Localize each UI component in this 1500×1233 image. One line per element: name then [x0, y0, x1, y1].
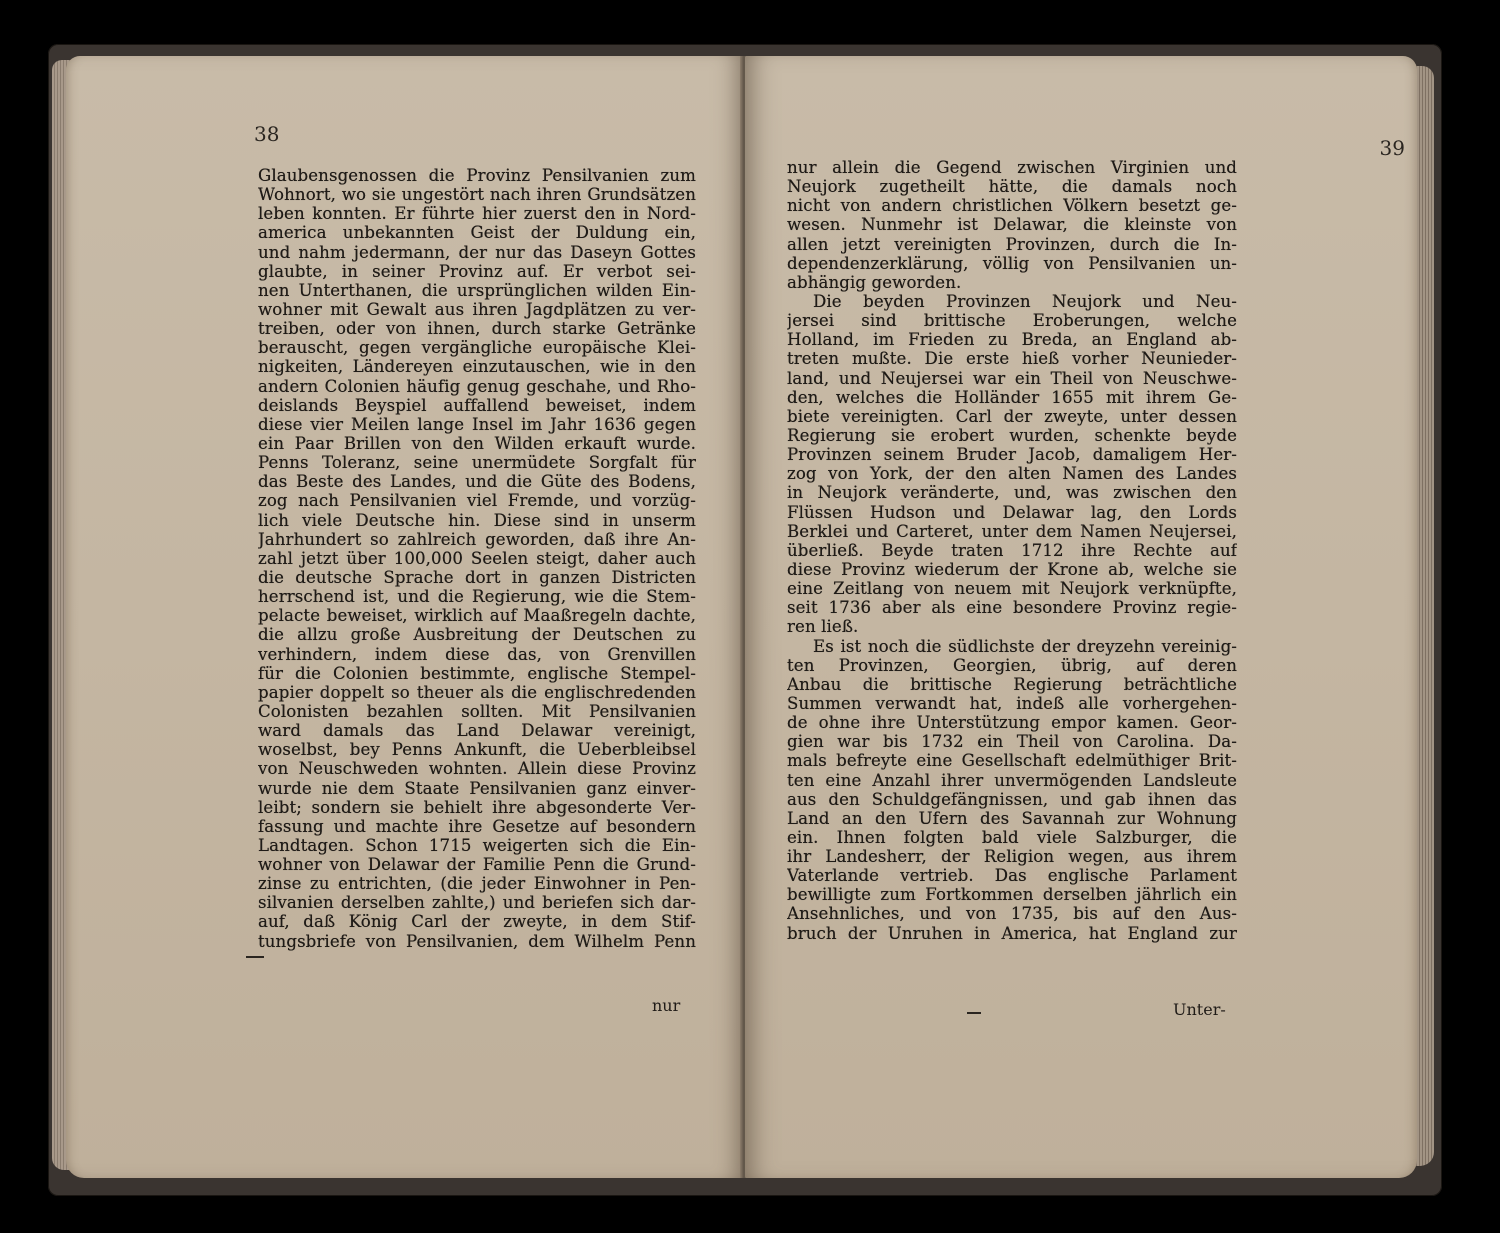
text-line: Penns Toleranz, seine unermüdete Sorgfalt für: [258, 453, 696, 473]
text-line: seit 1736 aber als eine besondere Provinz regie-: [787, 598, 1237, 618]
page-number-left: 38: [254, 122, 280, 146]
text-line: bruch der Unruhen in America, hat England zur: [787, 923, 1237, 943]
text-line: nicht von andern christlichen Völkern besetzt ge-: [787, 196, 1237, 216]
text-line: Land an den Ufern des Savannah zur Wohnung: [787, 808, 1237, 828]
text-line: zinse zu entrichten, (die jeder Einwohner in Pen-: [258, 874, 696, 894]
text-line: diese vier Meilen lange Insel im Jahr 1636 gegen: [258, 414, 696, 434]
text-line: für die Colonien bestimmte, englische Stempel-: [258, 663, 696, 683]
text-line: fassung und machte ihre Gesetze auf besondern: [258, 816, 696, 836]
text-line: ren ließ.: [787, 617, 859, 637]
catchword-right: Unter-: [1173, 1000, 1226, 1019]
text-line: treten mußte. Die erste hieß vorher Neunieder-: [787, 349, 1237, 369]
text-line: woselbst, bey Penns Ankunft, die Ueberbleibsel: [258, 740, 696, 760]
text-line: in Neujork veränderte, und, was zwischen den: [787, 483, 1237, 503]
text-line: ward damals das Land Delawar vereinigt,: [258, 721, 696, 741]
text-line: mals befreyte eine Gesellschaft edelmüthiger Brit-: [787, 751, 1237, 771]
text-line: papier doppelt so theuer als die englischredenden: [258, 682, 696, 702]
text-line: zahl jetzt über 100,000 Seelen steigt, daher auch: [258, 548, 696, 568]
text-line: land, und Neujersei war ein Theil von Neuschwe-: [787, 368, 1237, 388]
text-line: auf, daß König Carl der zweyte, in dem Stif-: [258, 912, 696, 932]
text-line: Glaubensgenossen die Provinz Pensilvanien zum: [258, 166, 696, 185]
text-line: Jahrhundert so zahlreich geworden, daß ihre An-: [258, 529, 696, 549]
text-line: leibt; sondern sie behielt ihre abgesonderte Ver-: [258, 797, 696, 817]
text-line: Vaterlande vertrieb. Das englische Parlament: [787, 866, 1237, 886]
text-line: Landtagen. Schon 1715 weigerten sich die Ein-: [258, 835, 696, 855]
left-page-text: [258, 166, 696, 951]
text-line: pelacte beweiset, wirklich auf Maaßregeln dachte,: [258, 606, 696, 626]
text-line: biete vereinigten. Carl der zweyte, unter dessen: [787, 406, 1237, 426]
text-line: america unbekannten Geist der Duldung ein,: [258, 223, 696, 243]
text-line: wesen. Nunmehr ist Delawar, die kleinste von: [787, 215, 1237, 235]
text-line: deislands Beyspiel auffallend beweiset, indem: [258, 395, 696, 415]
text-line: den, welches die Holländer 1655 mit ihrem Ge-: [787, 387, 1237, 407]
text-line: und nahm jedermann, der nur das Daseyn Gottes: [258, 242, 696, 262]
text-line: ein Paar Brillen von den Wilden erkauft wurde.: [258, 433, 696, 453]
text-line: wurde nie dem Staate Pensilvanien ganz einver-: [258, 778, 696, 798]
text-line: berauscht, gegen vergängliche europäische Klei-: [258, 338, 696, 358]
text-line: Berklei und Carteret, unter dem Namen Neujersei,: [787, 521, 1237, 541]
text-line: treiben, oder von ihnen, durch starke Getränke: [258, 319, 696, 339]
text-line: andern Colonien häufig genug geschahe, und Rho-: [258, 376, 696, 396]
text-line: herrschend ist, und die Regierung, wie die Stem-: [258, 587, 696, 607]
text-line: zog von York, der den alten Namen des Landes: [787, 464, 1237, 484]
text-line: nen Unterthanen, die ursprünglichen wilden Ein-: [258, 280, 696, 300]
text-line: ihr Landesherr, der Religion wegen, aus ihrem: [787, 847, 1237, 867]
text-line: von Neuschweden wohnten. Allein diese Provinz: [258, 759, 696, 779]
text-line: glaubte, in seiner Provinz auf. Er verbot sei-: [258, 261, 696, 281]
text-line: Ansehnliches, und von 1735, bis auf den Aus-: [787, 904, 1237, 924]
text-line: bewilligte zum Fortkommen derselben jährlich ein: [787, 885, 1237, 905]
text-line: das Beste des Landes, und die Güte des Bodens,: [258, 472, 696, 492]
text-line: tungsbriefe von Pensilvanien, dem Wilhelm Penn: [258, 931, 696, 951]
text-line: verhindern, indem diese das, von Grenvillen: [258, 644, 696, 664]
text-line: eine Zeitlang von neuem mit Neujork verknüpfte,: [787, 579, 1237, 599]
text-line: Colonisten bezahlen sollten. Mit Pensilvanien: [258, 701, 696, 721]
text-line: dependenzerklärung, völlig von Pensilvanien un-: [787, 253, 1237, 273]
text-line: Flüssen Hudson und Delawar lag, den Lords: [787, 502, 1237, 522]
text-line: Die beyden Provinzen Neujork und Neu-: [813, 291, 1237, 311]
text-line: die allzu große Ausbreitung der Deutschen zu: [258, 625, 696, 645]
text-line: Neujork zugetheilt hätte, die damals noch: [787, 177, 1237, 197]
text-line: Holland, im Frieden zu Breda, an England ab-: [787, 330, 1237, 350]
text-line: jersei sind brittische Eroberungen, welche: [787, 311, 1237, 331]
text-line: wohner von Delawar der Familie Penn die Grund-: [258, 855, 696, 875]
text-line: Wohnort, wo sie ungestört nach ihren Grundsätzen: [258, 185, 696, 205]
ornamental-dash: [967, 1012, 981, 1014]
text-line: ein. Ihnen folgten bald viele Salzburger, die: [787, 827, 1237, 847]
page-number-right: 39: [1379, 136, 1405, 160]
text-line: de ohne ihre Unterstützung empor kamen. Geor-: [787, 713, 1237, 733]
text-line: Anbau die brittische Regierung beträchtliche: [787, 674, 1237, 694]
text-line: silvanien derselben zahlte,) und beriefen sich dar-: [258, 893, 696, 913]
right-page: [745, 56, 1417, 1178]
text-line: abhängig geworden.: [787, 272, 962, 292]
text-line: Provinzen seinem Bruder Jacob, damaligem Her-: [787, 445, 1237, 465]
text-line: lich viele Deutsche hin. Diese sind in unserm: [258, 510, 696, 530]
right-page-text: [787, 158, 1237, 943]
text-line: wohner mit Gewalt aus ihren Jagdplätzen zu ver-: [258, 299, 696, 319]
left-page: [66, 56, 742, 1178]
text-line: Es ist noch die südlichste der dreyzehn vereinig-: [813, 636, 1237, 656]
text-line: gien war bis 1732 ein Theil von Carolina. Da-: [787, 732, 1237, 752]
text-line: zog nach Pensilvanien viel Fremde, und vorzüg-: [258, 491, 696, 511]
text-line: aus den Schuldgefängnissen, und gab ihnen das: [787, 789, 1237, 809]
text-line: ten Provinzen, Georgien, übrig, auf deren: [787, 655, 1237, 675]
text-line: nur allein die Gegend zwischen Virginien und: [787, 158, 1237, 177]
margin-mark: [246, 956, 264, 958]
text-line: die deutsche Sprache dort in ganzen Districten: [258, 567, 696, 587]
text-line: allen jetzt vereinigten Provinzen, durch die In-: [787, 234, 1237, 254]
text-line: nigkeiten, Ländereyen einzutauschen, wie in den: [258, 357, 696, 377]
text-line: überließ. Beyde traten 1712 ihre Rechte auf: [787, 540, 1237, 560]
text-line: Summen verwandt hat, indeß alle vorhergehen-: [787, 693, 1237, 713]
text-line: Regierung sie erobert wurden, schenkte beyde: [787, 425, 1237, 445]
text-line: leben konnten. Er führte hier zuerst den in Nord-: [258, 204, 696, 224]
text-line: diese Provinz wiederum der Krone ab, welche sie: [787, 559, 1237, 579]
catchword-left: nur: [652, 996, 681, 1015]
text-line: ten eine Anzahl ihrer unvermögenden Landsleute: [787, 770, 1237, 790]
